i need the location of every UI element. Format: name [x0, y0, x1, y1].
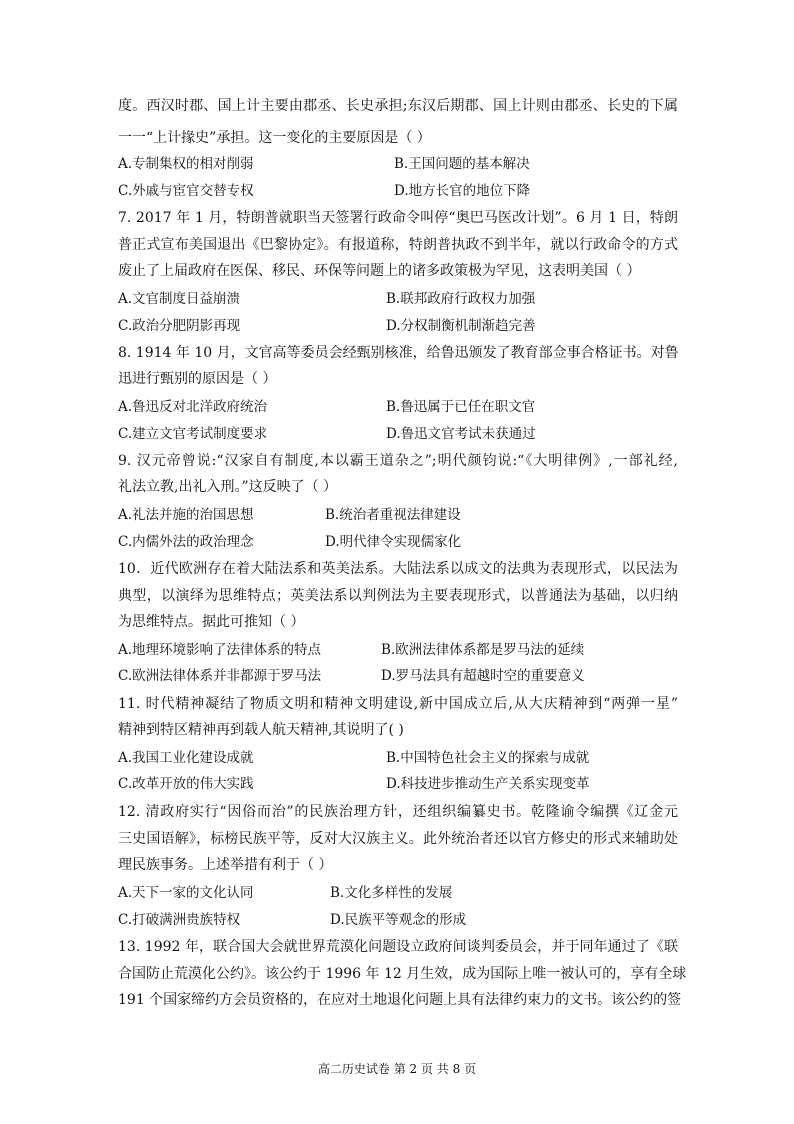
q10-stem-line-2: 典型，以演绎为思维特点；英美法系以判例法为主要表现形式，以普通法为基础，以归纳: [118, 588, 678, 604]
q9-stem-line-1: 9. 汉元帝曾说:“汉家自有制度,本以霸王道杂之”;明代颜钧说:“《大明律例》,一部礼经,: [118, 453, 678, 469]
q8-stem-line-2: 迅进行甄别的原因是（ ）: [118, 371, 277, 387]
q10-option-b: B.欧洲法律体系都是罗马法的延续: [381, 642, 585, 658]
q6-option-d: D.地方长官的地位下降: [394, 183, 531, 199]
q6-stem-line-2: 一一“上计掾史”承担。这一变化的主要原因是（ ）: [118, 130, 431, 146]
q8-option-b: B.鲁迅属于已任在职文官: [386, 399, 536, 415]
q10-stem-line-3: 为思维特点。据此可推知（ ）: [118, 614, 305, 630]
q6-option-c: C.外戚与宦官交替专权: [118, 183, 254, 199]
q12-option-d: D.民族平等观念的形成: [330, 912, 467, 928]
q6-option-b: B.王国问题的基本解决: [394, 156, 530, 172]
q7-option-c: C.政治分肥阴影再现: [118, 318, 241, 334]
q6-stem-line-1: 度。西汉时郡、国上计主要由郡丞、长史承担;东汉后期郡、国上计则由郡丞、长史的下属: [118, 98, 678, 114]
q8-option-a: A.鲁迅反对北洋政府统治: [118, 399, 268, 415]
q10-stem-line-1: 10．近代欧洲存在着大陆法系和英美法系。大陆法系以成文的法典为表现形式，以民法为: [118, 561, 678, 577]
q12-option-a: A.天下一家的文化认同: [118, 885, 254, 901]
q13-stem-line-1: 13. 1992 年，联合国大会就世界荒漠化问题设立政府间谈判委员会，并于同年通过了《联: [118, 939, 678, 955]
q12-stem-line-3: 理民族事务。上述举措有利于（ ）: [118, 857, 333, 873]
q7-option-b: B.联邦政府行政权力加强: [386, 291, 536, 307]
q12-stem-line-2: 三史国语解》，标榜民族平等，反对大汉族主义。此外统治者还以官方修史的形式来辅助处: [118, 831, 678, 847]
q11-option-d: D.科技进步推动生产关系实现变革: [386, 776, 590, 792]
q6-option-a: A.专制集权的相对削弱: [118, 156, 254, 172]
q11-stem-line-2: 精神到特区精神再到载人航天精神,其说明了( ): [118, 722, 404, 738]
page-footer: 高二历史试卷 第 2 页 共 8 页: [317, 1062, 477, 1076]
q8-stem-line-1: 8. 1914 年 10 月，文官高等委员会经甄别核准，给鲁迅颁发了教育部佥事合格证书。对鲁: [118, 345, 679, 361]
q12-option-b: B.文化多样性的发展: [330, 885, 453, 901]
q12-stem-line-1: 12. 清政府实行“因俗而治”的民族治理方针，还组织编纂史书。乾隆谕令编撰《辽金元: [118, 804, 678, 820]
q7-stem-line-2: 普正式宣布美国退出《巴黎协定》。有报道称，特朗普执政不到半年，就以行政命令的方式: [118, 237, 678, 253]
q13-stem-line-2: 合国防止荒漠化公约》。该公约于 1996 年 12 月生效，成为国际上唯一被认可的，享有全球: [118, 966, 687, 982]
q9-option-c: C.内儒外法的政治理念: [118, 534, 254, 550]
q13-stem-line-3: 191 个国家缔约方会员资格的，在应对土地退化问题上具有法律约束力的文书。该公约的签: [118, 992, 682, 1008]
q8-option-c: C.建立文官考试制度要求: [118, 426, 268, 442]
q10-option-c: C.欧洲法律体系并非都源于罗马法: [118, 668, 322, 684]
q11-stem-line-1: 11. 时代精神凝结了物质文明和精神文明建设,新中国成立后,从大庆精神到“两弹一星”: [118, 696, 678, 712]
q10-option-a: A.地理环境影响了法律体系的特点: [118, 642, 322, 658]
q11-option-a: A.我国工业化建设成就: [118, 750, 254, 766]
q7-stem-line-1: 7. 2017 年 1 月，特朗普就职当天签署行政命令叫停“奥巴马医改计划”。6 月 1 日，特朗: [118, 210, 678, 226]
q10-option-d: D.罗马法具有超越时空的重要意义: [381, 668, 585, 684]
q12-option-c: C.打破满洲贵族特权: [118, 912, 241, 928]
q9-stem-line-2: 礼法立教,出礼入刑。”这反映了（ ）: [118, 479, 338, 495]
q9-option-b: B.统治者重视法律建设: [325, 507, 461, 523]
q9-option-d: D.明代律令实现儒家化: [325, 534, 462, 550]
q11-option-c: C.改革开放的伟大实践: [118, 776, 254, 792]
q8-option-d: D.鲁迅文官考试未获通过: [386, 426, 536, 442]
q9-option-a: A.礼法并施的治国思想: [118, 507, 254, 523]
q11-option-b: B.中国特色社会主义的探索与成就: [386, 750, 590, 766]
q7-stem-line-3: 废止了上届政府在医保、移民、环保等问题上的诸多政策极为罕见，这表明美国（ ）: [118, 263, 641, 279]
q7-option-d: D.分权制衡机制渐趋完善: [386, 318, 536, 334]
q7-option-a: A.文官制度日益崩溃: [118, 291, 241, 307]
